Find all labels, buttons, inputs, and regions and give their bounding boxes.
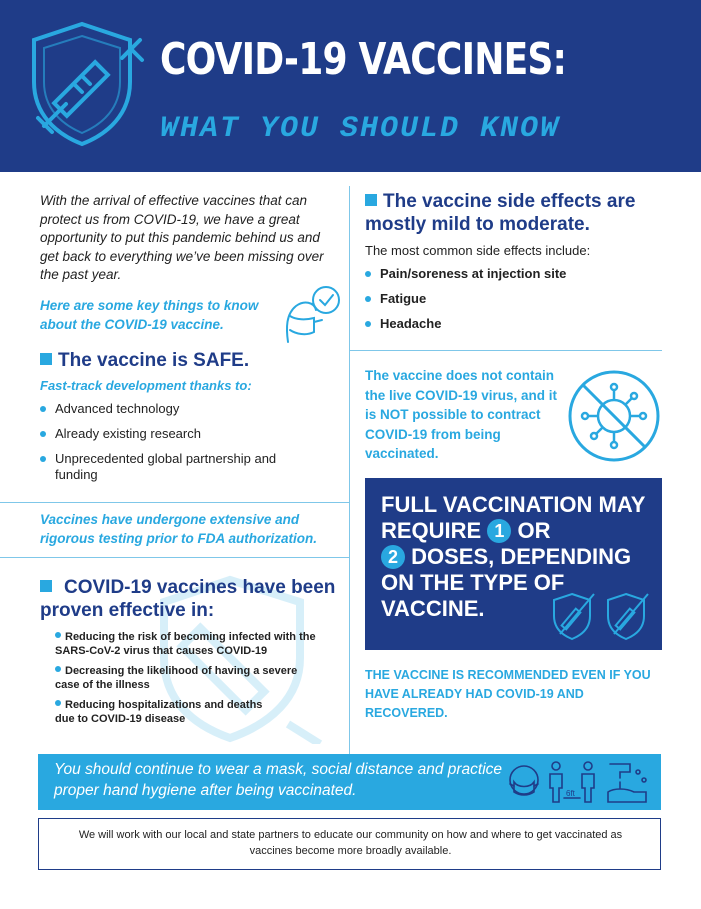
square-bullet-icon xyxy=(40,353,52,365)
list-item: Reducing the risk of becoming infected with the SARS-CoV-2 virus that causes COVID-19 xyxy=(55,631,316,657)
side-effects-intro: The most common side effects include: xyxy=(365,243,591,258)
square-bullet-icon xyxy=(365,194,377,206)
page-subtitle: WHAT YOU SHOULD KNOW xyxy=(160,112,561,146)
list-item: Headache xyxy=(365,316,665,332)
list-item: Unprecedented global partnership and funding xyxy=(40,451,285,483)
not-live-virus-text: The vaccine does not contain the live COVID-19 virus, and it is NOT possible to contract COVID-19 from being vaccinated. xyxy=(365,368,558,461)
square-bullet-icon xyxy=(40,580,52,592)
precautions-text: You should continue to wear a mask, social distance and practice proper hand hygiene after being vaccinated. xyxy=(54,761,503,799)
divider-line xyxy=(0,502,349,503)
doses-callout xyxy=(365,478,662,650)
dose-number-1: 1 xyxy=(487,519,511,543)
precaution-icons xyxy=(506,758,656,806)
doses-text: FULL VACCINATION MAY REQUIRE 1 OR 2 DOSES, DEPENDING ON THE TYPE OF VACCINE. xyxy=(381,492,646,621)
list-item: Decreasing the likelihood of having a severe case of the illness xyxy=(55,665,298,691)
effective-heading: COVID-19 vaccines have been proven effective in: xyxy=(40,577,336,621)
divider-line xyxy=(349,350,662,351)
footer-box xyxy=(38,818,661,870)
hand-washing-icon xyxy=(608,764,646,802)
intro-paragraph: With the arrival of effective vaccines that can protect us from COVID-19, we have a great opportunity to put this pandemic behind us and get back to everything we’ve been missing over the past year. xyxy=(40,193,324,282)
fast-track-subheading: Fast-track development thanks to: xyxy=(40,378,252,393)
shield-syringe-icon xyxy=(550,590,660,642)
list-item: Advanced technology xyxy=(40,401,330,417)
list-item: Pain/soreness at injection site xyxy=(365,266,665,282)
mask-icon xyxy=(510,766,538,795)
safe-heading: The vaccine is SAFE. xyxy=(40,349,249,372)
column-divider xyxy=(349,186,350,754)
masked-face-check-icon xyxy=(278,284,344,346)
list-item: Already existing research xyxy=(40,426,330,442)
dose-number-2: 2 xyxy=(381,545,405,569)
page-title: COVID-19 VACCINES: xyxy=(160,34,567,85)
side-effects-list xyxy=(365,266,665,341)
recommendation-text: THE VACCINE IS RECOMMENDED EVEN IF YOU HAVE ALREADY HAD COVID-19 AND RECOVERED. xyxy=(365,668,651,720)
footer-text: We will work with our local and state partners to educate our community on how and where to get vaccinated as vaccines become more broadly available. xyxy=(78,829,623,857)
side-effects-heading: The vaccine side effects are mostly mild to moderate. xyxy=(365,191,636,235)
no-virus-icon xyxy=(566,368,662,464)
testing-statement: Vaccines have undergone extensive and rigorous testing prior to FDA authorization. xyxy=(40,512,317,546)
precautions-banner xyxy=(38,754,661,810)
shield-syringe-icon xyxy=(30,18,150,148)
distance-label: 6ft xyxy=(566,789,575,798)
safe-list xyxy=(40,401,330,492)
key-things-text: Here are some key things to know about the COVID-19 vaccine. xyxy=(40,298,259,332)
divider-line xyxy=(0,557,349,558)
list-item: Reducing hospitalizations and deaths due to COVID-19 disease xyxy=(55,699,263,725)
effective-list xyxy=(40,630,340,732)
header-banner xyxy=(0,0,701,172)
list-item: Fatigue xyxy=(365,291,665,307)
